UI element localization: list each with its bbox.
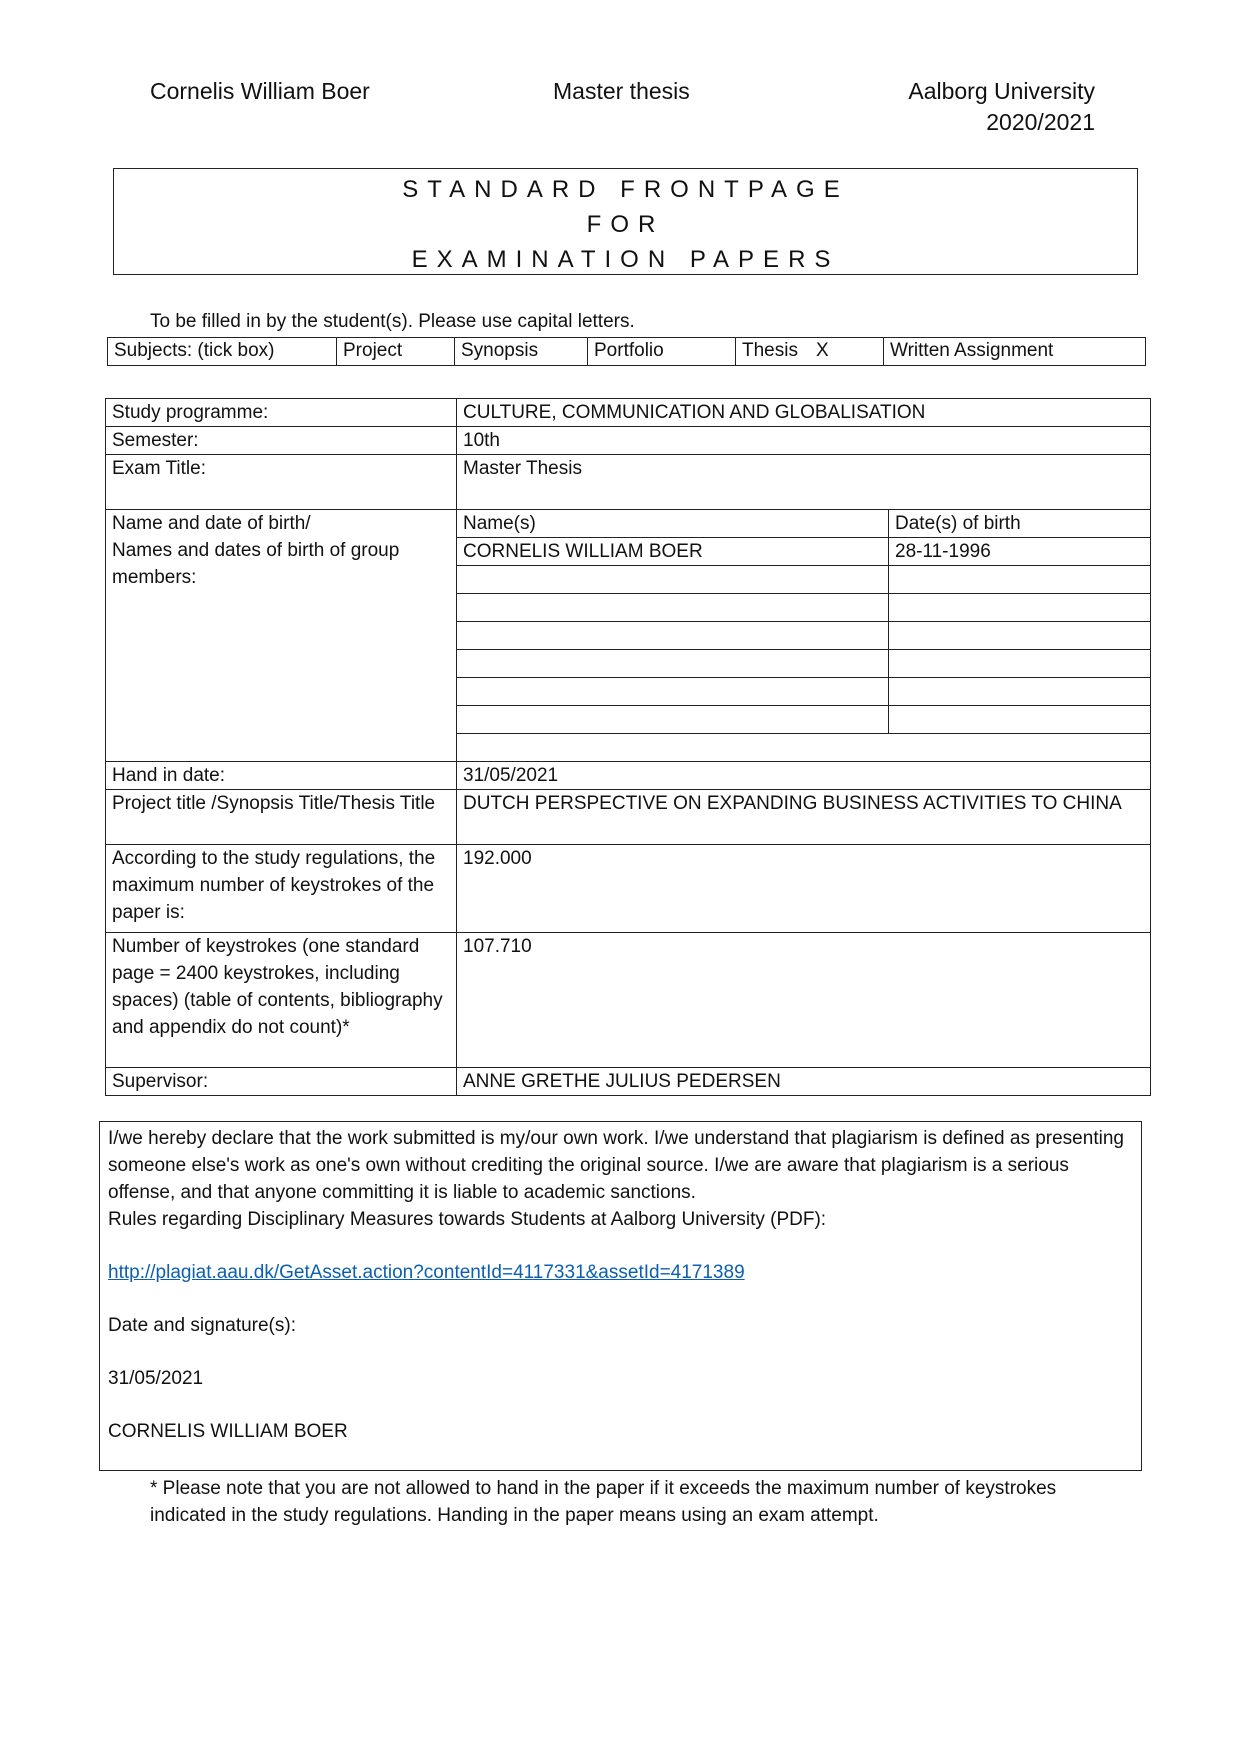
exam-title-label: Exam Title: (106, 455, 457, 510)
members-label-line-2: Names and dates of birth of group members: (112, 540, 400, 588)
header-author: Cornelis William Boer (150, 78, 370, 104)
title-line-2: FOR (586, 211, 665, 238)
declaration-text: I/we hereby declare that the work submitted is my/our own work. I/we understand that plagiarism is defined as presenting someone else's work as one's own without crediting the original source. I/we are aware that plagiarism is a serious offense, and that anyone committing it is liable to academic sanctions. (108, 1128, 1124, 1203)
academic-year: 2020/2021 (986, 109, 1095, 135)
rules-text: Rules regarding Disciplinary Measures towards Students at Aalborg University (PDF): (108, 1209, 827, 1230)
supervisor-label: Supervisor: (106, 1068, 457, 1096)
max-keystrokes-label: According to the study regulations, the maximum number of keystrokes of the paper is: (106, 845, 457, 933)
max-keystrokes-value[interactable]: 192.000 (457, 845, 1151, 933)
exam-title-value[interactable]: Master Thesis (457, 455, 1151, 510)
member-dob-3[interactable] (889, 594, 1151, 622)
member-name-4[interactable] (457, 622, 889, 650)
declaration-box (99, 1121, 1142, 1471)
keystrokes-label: Number of keystrokes (one standard page = 2400 keystrokes, including spaces) (table of contents, bibliography and appendix do not count)* (106, 933, 457, 1068)
semester-label: Semester: (106, 427, 457, 455)
member-dob-2[interactable] (889, 566, 1151, 594)
member-name-5[interactable] (457, 650, 889, 678)
project-title-value[interactable]: DUTCH PERSPECTIVE ON EXPANDING BUSINESS ACTIVITIES TO CHINA (457, 790, 1151, 845)
fill-note: To be filled in by the student(s). Please use capital letters. (150, 311, 635, 332)
semester-value[interactable]: 10th (457, 427, 1151, 455)
exam-form-table (105, 398, 1151, 1096)
member-dob-4[interactable] (889, 622, 1151, 650)
names-header: Name(s) (457, 510, 889, 538)
member-name-6[interactable] (457, 678, 889, 706)
signature-label: Date and signature(s): (108, 1315, 296, 1336)
footnote: * Please note that you are not allowed to hand in the paper if it exceeds the maximum number of keystrokes indicated in the study regulations. Handing in the paper means using an exam attempt. (150, 1478, 1057, 1526)
hand-in-label: Hand in date: (106, 762, 457, 790)
signature-name: CORNELIS WILLIAM BOER (108, 1421, 348, 1442)
members-label-line-1: Name and date of birth/ (112, 513, 311, 534)
supervisor-value[interactable]: ANNE GRETHE JULIUS PEDERSEN (457, 1068, 1151, 1096)
thesis-tick-mark: X (815, 340, 829, 361)
dob-header: Date(s) of birth (889, 510, 1151, 538)
subject-thesis-label: Thesis (742, 340, 798, 361)
title-line-1: STANDARD FRONTPAGE (402, 176, 849, 203)
subject-project[interactable]: Project (337, 338, 455, 366)
member-dob-6[interactable] (889, 678, 1151, 706)
member-dob-1[interactable]: 28-11-1996 (889, 538, 1151, 566)
member-name-3[interactable] (457, 594, 889, 622)
university-name: Aalborg University (908, 78, 1095, 104)
member-dob-7[interactable] (889, 706, 1151, 734)
title-box (113, 168, 1138, 275)
rules-link[interactable]: http://plagiat.aau.dk/GetAsset.action?contentId=4117331&assetId=4171389 (108, 1262, 745, 1283)
header-university (908, 78, 1095, 136)
subjects-label: Subjects: (tick box) (108, 338, 337, 366)
subjects-table (107, 337, 1146, 366)
project-title-label: Project title /Synopsis Title/Thesis Title (106, 790, 457, 845)
subject-synopsis[interactable]: Synopsis (455, 338, 588, 366)
member-extra-row[interactable] (457, 734, 1151, 762)
signature-date: 31/05/2021 (108, 1368, 204, 1389)
header-doc-type: Master thesis (553, 78, 690, 104)
member-name-1[interactable]: CORNELIS WILLIAM BOER (457, 538, 889, 566)
member-name-7[interactable] (457, 706, 889, 734)
keystrokes-value[interactable]: 107.710 (457, 933, 1151, 1068)
subject-portfolio[interactable]: Portfolio (588, 338, 736, 366)
member-name-2[interactable] (457, 566, 889, 594)
title-line-3: EXAMINATION PAPERS (411, 246, 840, 273)
study-programme-value[interactable]: CULTURE, COMMUNICATION AND GLOBALISATION (457, 399, 1151, 427)
study-programme-label: Study programme: (106, 399, 457, 427)
subject-written-assignment[interactable]: Written Assignment (884, 338, 1146, 366)
members-label (106, 510, 457, 762)
hand-in-value[interactable]: 31/05/2021 (457, 762, 1151, 790)
subject-thesis[interactable] (736, 338, 884, 366)
member-dob-5[interactable] (889, 650, 1151, 678)
